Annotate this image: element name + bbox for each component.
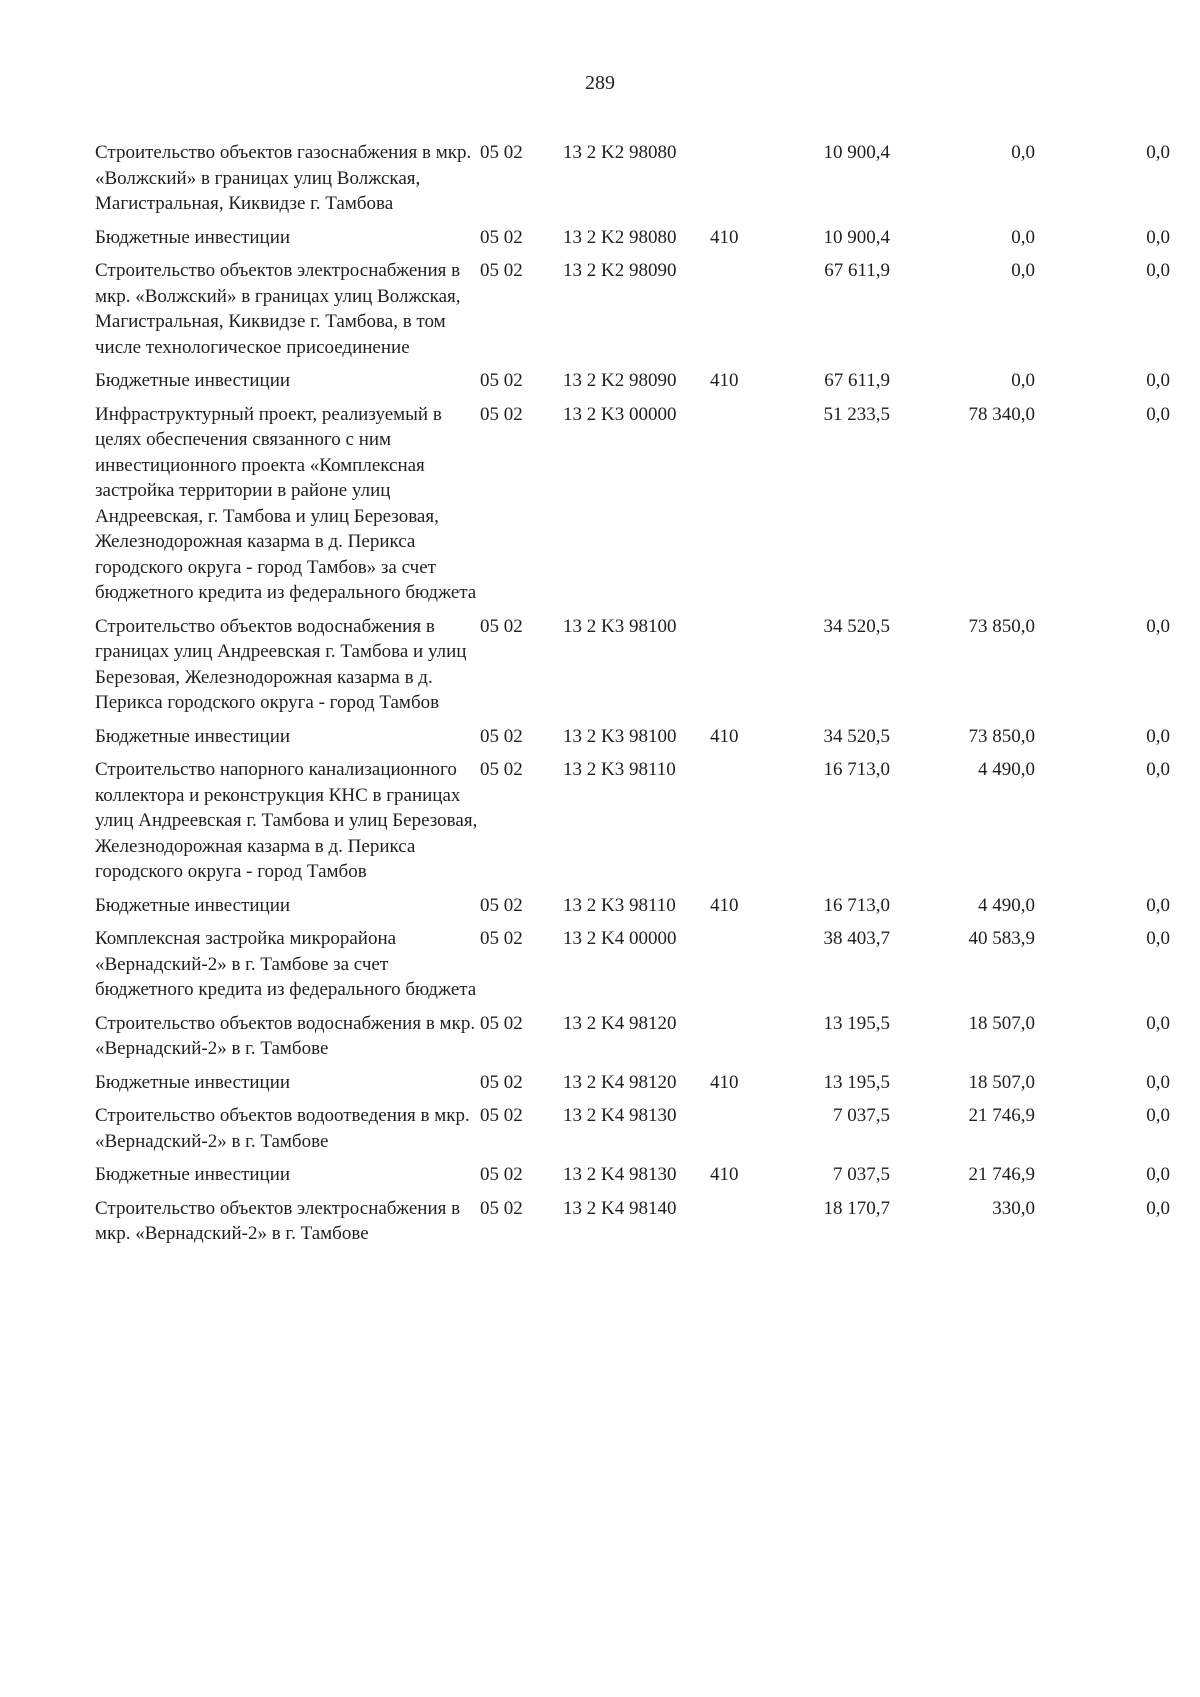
row-amount-year-2: 4 490,0 <box>978 894 1035 916</box>
budget-table <box>95 140 1170 1255</box>
row-section-code: 05 02 <box>480 142 523 163</box>
row-section-code: 05 02 <box>480 759 523 780</box>
row-name: Строительство объектов водоотведения в мкр. «Вернадский-2» в г. Тамбове <box>95 1105 470 1152</box>
row-amount-year-2: 0,0 <box>1011 142 1035 163</box>
row-section-code: 05 02 <box>480 226 523 248</box>
row-amount-year-1: 34 520,5 <box>823 725 890 747</box>
row-section-code: 05 02 <box>480 1164 523 1185</box>
row-expense-type: 410 <box>710 370 739 391</box>
row-name: Бюджетные инвестиции <box>95 725 291 747</box>
table-row <box>95 368 1170 394</box>
table-row <box>95 225 1170 251</box>
table-row <box>95 1070 1170 1096</box>
row-section-code: 05 02 <box>480 260 523 281</box>
row-amount-year-1: 10 900,4 <box>823 226 890 248</box>
row-amount-year-3: 0,0 <box>1146 894 1170 916</box>
row-target-article: 13 2 K4 98130 <box>563 1164 677 1185</box>
row-amount-year-1: 7 037,5 <box>833 1105 890 1126</box>
row-target-article: 13 2 K3 98110 <box>563 759 676 780</box>
table-row <box>95 258 1170 360</box>
row-target-article: 13 2 K3 98110 <box>563 894 676 916</box>
row-amount-year-3: 0,0 <box>1146 1071 1170 1093</box>
table-row <box>95 1162 1170 1188</box>
table-row <box>95 724 1170 750</box>
row-target-article: 13 2 K4 98120 <box>563 1071 677 1093</box>
row-name: Комплексная застройка микрорайона «Вернадский-2» в г. Тамбове за счет бюджетного кредита из федерального бюджета <box>95 928 477 1000</box>
table-row <box>95 893 1170 919</box>
row-amount-year-2: 18 507,0 <box>968 1012 1035 1034</box>
row-name: Бюджетные инвестиции <box>95 894 291 916</box>
row-amount-year-1: 13 195,5 <box>823 1012 890 1034</box>
row-amount-year-2: 4 490,0 <box>978 759 1035 780</box>
row-expense-type: 410 <box>710 1164 739 1185</box>
row-amount-year-2: 78 340,0 <box>968 403 1035 425</box>
row-target-article: 13 2 K4 00000 <box>563 928 677 949</box>
row-amount-year-3: 0,0 <box>1146 725 1170 747</box>
row-section-code: 05 02 <box>480 725 523 747</box>
row-name: Строительство объектов водоснабжения в границах улиц Андреевская г. Тамбова и улиц Березовая, Железнодорожная казарма в д. Перикса городского округа - город Тамбов <box>95 615 467 713</box>
row-name: Бюджетные инвестиции <box>95 226 291 248</box>
row-target-article: 13 2 K2 98080 <box>563 142 677 163</box>
page-number: 289 <box>585 72 615 94</box>
row-expense-type: 410 <box>710 1071 739 1093</box>
row-amount-year-1: 7 037,5 <box>833 1164 890 1185</box>
row-amount-year-2: 330,0 <box>992 1197 1035 1219</box>
row-target-article: 13 2 K4 98130 <box>563 1105 677 1126</box>
row-amount-year-1: 16 713,0 <box>823 759 890 780</box>
row-section-code: 05 02 <box>480 403 523 425</box>
table-row <box>95 614 1170 716</box>
row-expense-type: 410 <box>710 894 739 916</box>
row-amount-year-1: 38 403,7 <box>823 928 890 949</box>
row-target-article: 13 2 K4 98120 <box>563 1012 677 1034</box>
row-amount-year-1: 67 611,9 <box>824 260 890 281</box>
row-name: Строительство напорного канализационного коллектора и реконструкция КНС в границах улиц Андреевская г. Тамбова и улиц Березовая, Железнодорожная казарма в д. Перикса городского округа - город Тамбов <box>95 759 478 882</box>
row-amount-year-2: 21 746,9 <box>968 1105 1035 1126</box>
row-target-article: 13 2 K3 00000 <box>563 403 677 425</box>
row-target-article: 13 2 K3 98100 <box>563 725 677 747</box>
row-section-code: 05 02 <box>480 894 523 916</box>
row-expense-type: 410 <box>710 725 739 747</box>
row-name: Бюджетные инвестиции <box>95 1164 291 1185</box>
row-amount-year-3: 0,0 <box>1146 226 1170 248</box>
row-amount-year-3: 0,0 <box>1146 260 1170 281</box>
table-row <box>95 926 1170 1003</box>
row-target-article: 13 2 K2 98090 <box>563 260 677 281</box>
row-amount-year-1: 51 233,5 <box>823 403 890 425</box>
row-section-code: 05 02 <box>480 928 523 949</box>
row-amount-year-3: 0,0 <box>1146 1012 1170 1034</box>
row-amount-year-2: 0,0 <box>1011 370 1035 391</box>
row-section-code: 05 02 <box>480 1071 523 1093</box>
table-row <box>95 1011 1170 1062</box>
row-name: Бюджетные инвестиции <box>95 1071 291 1093</box>
row-amount-year-3: 0,0 <box>1146 928 1170 949</box>
row-target-article: 13 2 K4 98140 <box>563 1197 677 1219</box>
row-amount-year-3: 0,0 <box>1146 370 1170 391</box>
row-amount-year-2: 73 850,0 <box>968 615 1035 637</box>
row-amount-year-2: 0,0 <box>1011 260 1035 281</box>
row-amount-year-2: 18 507,0 <box>968 1071 1035 1093</box>
row-target-article: 13 2 K3 98100 <box>563 615 677 637</box>
row-section-code: 05 02 <box>480 1012 523 1034</box>
row-amount-year-2: 73 850,0 <box>968 725 1035 747</box>
row-amount-year-1: 18 170,7 <box>823 1197 890 1219</box>
row-section-code: 05 02 <box>480 615 523 637</box>
row-name: Строительство объектов газоснабжения в мкр. «Волжский» в границах улиц Волжская, Магистральная, Киквидзе г. Тамбова <box>95 142 472 214</box>
row-amount-year-1: 16 713,0 <box>823 894 890 916</box>
row-amount-year-2: 21 746,9 <box>968 1164 1035 1185</box>
row-amount-year-3: 0,0 <box>1146 1105 1170 1126</box>
row-amount-year-1: 10 900,4 <box>823 142 890 163</box>
row-name: Строительство объектов электроснабжения в мкр. «Вернадский-2» в г. Тамбове <box>95 1197 461 1244</box>
table-row <box>95 402 1170 606</box>
row-section-code: 05 02 <box>480 1105 523 1126</box>
row-amount-year-3: 0,0 <box>1146 759 1170 780</box>
row-target-article: 13 2 K2 98090 <box>563 370 677 391</box>
row-section-code: 05 02 <box>480 370 523 391</box>
row-amount-year-2: 0,0 <box>1011 226 1035 248</box>
row-name: Инфраструктурный проект, реализуемый в целях обеспечения связанного с ним инвестиционного проекта «Комплексная застройка территории в районе улиц Андреевская, г. Тамбова и улиц Березовая, Железнодорожная казарма в д. Перикса городского округа - город Тамбов» за счет бюджетного кредита из федерального бюджета <box>95 403 477 603</box>
table-row <box>95 1196 1170 1247</box>
row-name: Строительство объектов электроснабжения в мкр. «Волжский» в границах улиц Волжская, Магистральная, Киквидзе г. Тамбова, в том числе технологическое присоединение <box>95 260 461 358</box>
row-name: Бюджетные инвестиции <box>95 370 291 391</box>
row-name: Строительство объектов водоснабжения в мкр. «Вернадский-2» в г. Тамбове <box>95 1012 476 1059</box>
row-amount-year-3: 0,0 <box>1146 1164 1170 1185</box>
row-amount-year-1: 13 195,5 <box>823 1071 890 1093</box>
row-amount-year-1: 34 520,5 <box>823 615 890 637</box>
row-amount-year-2: 40 583,9 <box>968 928 1035 949</box>
row-section-code: 05 02 <box>480 1197 523 1219</box>
table-row <box>95 757 1170 885</box>
row-expense-type: 410 <box>710 226 739 248</box>
row-amount-year-1: 67 611,9 <box>824 370 890 391</box>
row-amount-year-3: 0,0 <box>1146 615 1170 637</box>
row-amount-year-3: 0,0 <box>1146 403 1170 425</box>
table-row <box>95 1103 1170 1154</box>
row-target-article: 13 2 K2 98080 <box>563 226 677 248</box>
row-amount-year-3: 0,0 <box>1146 1197 1170 1219</box>
table-row <box>95 140 1170 217</box>
row-amount-year-3: 0,0 <box>1146 142 1170 163</box>
